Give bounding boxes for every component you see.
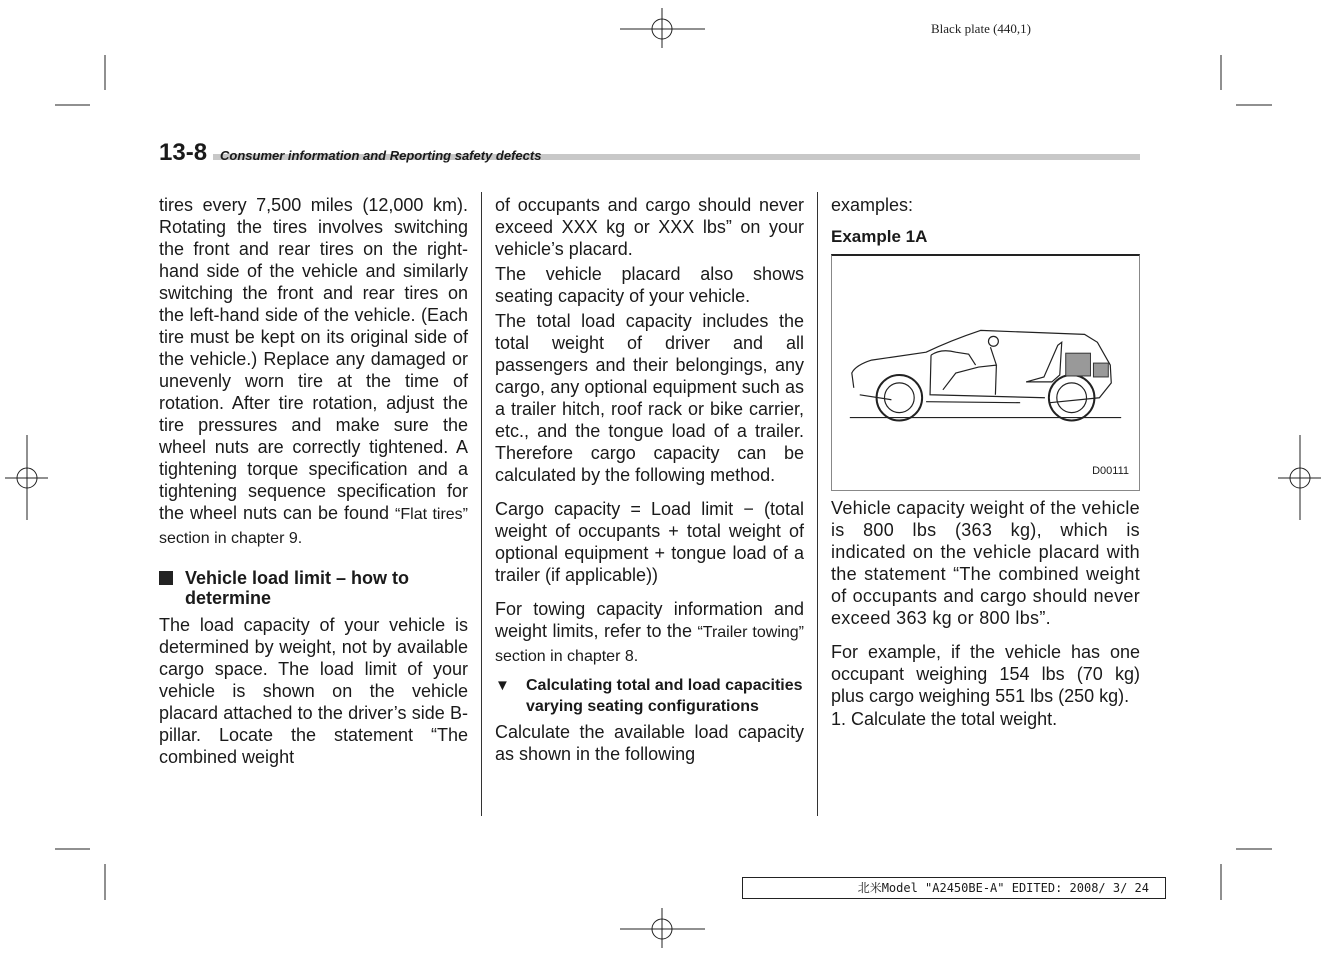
vehicle-illustration [832, 256, 1139, 488]
paragraph: The total load capacity includes the total weight of driver and all passengers and their belongings, any cargo, any optional equipment such as a trailer hitch, roof rack or bike carrier, etc., and the tongue load of a trailer. Therefore cargo capacity can be calculated by the following method. [495, 311, 804, 485]
paragraph: The vehicle placard also shows seating capacity of your vehicle. [495, 264, 804, 306]
paragraph: For example, if the vehicle has one occupant weighing 154 lbs (70 kg) plus cargo weighing 551 lbs (250 kg). [831, 642, 1140, 706]
cross-reference: “Trailer towing” section in chapter 8. [495, 624, 804, 665]
paragraph: Vehicle capacity weight of the vehicle is 800 lbs (363 kg), which is indicated on the vehicle placard with the statement “The combined weight of occupants and cargo should never exceed 363 kg or 800 lbs”. [831, 498, 1140, 628]
paragraph: examples: [831, 195, 914, 215]
section-title: Consumer information and Reporting safety defects [220, 148, 542, 163]
subsection-heading [495, 675, 804, 717]
column-divider [481, 192, 482, 816]
paragraph: of occupants and cargo should never exceed XXX kg or XXX lbs” on your vehicle’s placard. [495, 195, 804, 259]
square-bullet-icon [159, 571, 173, 585]
paragraph: Calculate the available load capacity as shown in the following [495, 722, 804, 764]
footer-text: 北米Model "A2450BE-A" EDITED: 2008/ 3/ 24 [857, 881, 1149, 895]
plate-label: Black plate (440,1) [931, 21, 1031, 36]
example-title: Example 1A [831, 227, 928, 246]
paragraph-text: For towing capacity information and weight limits, refer to the [495, 599, 804, 641]
paragraph [495, 598, 804, 668]
column-1 [159, 194, 468, 768]
heading-text: Vehicle load limit – how to determine [185, 568, 410, 608]
paragraph-text: tires every 7,500 miles (12,000 km). Rotating the tires involves switching the front and rear tires on the right-hand side of the vehicle and similarly switching the front and rear tires on the left-hand side of the vehicle. (Each tire must be kept on its original side of the vehicle.) Replace any damaged or unevenly worn tire at the time of rotation. After tire rotation, adjust the tire pressures and make sure the wheel nuts are correctly tightened. A tightening torque specification and a tightening sequence specification for the wheel nuts can be found [159, 195, 468, 523]
step-1: 1. Calculate the total weight. [831, 709, 1058, 729]
page-number: 13-8 [159, 140, 213, 166]
paragraph [159, 194, 468, 550]
heading-text: Calculating total and load capacities varying seating configurations [526, 677, 803, 715]
paragraph: Cargo capacity = Load limit − (total weight of occupants + total weight of optional equipment + tongue load of a trailer (if applicable)) [495, 499, 804, 585]
column-divider [817, 192, 818, 816]
figure-vehicle-load [831, 254, 1140, 491]
column-3 [831, 194, 1140, 730]
paragraph: The load capacity of your vehicle is determined by weight, not by available cargo space. The load limit of your vehicle is shown on the vehicle placard attached to the driver’s side B-pillar. Locate the statement “The combined weight [159, 615, 468, 767]
section-heading [159, 568, 468, 608]
column-2 [495, 194, 804, 765]
triangle-bullet-icon: ▼ [495, 677, 510, 694]
figure-id: D00111 [1092, 465, 1129, 477]
footer-edit-stamp [742, 877, 1166, 899]
cross-reference: “Flat tires” section in chapter 9. [159, 506, 469, 547]
